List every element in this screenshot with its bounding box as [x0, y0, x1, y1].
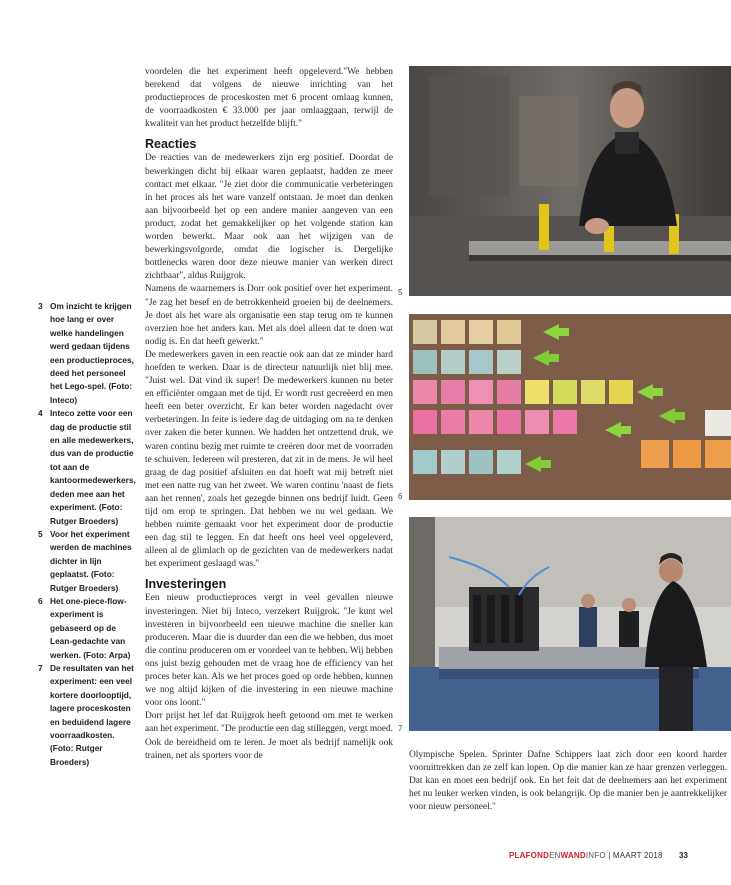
paragraph-investeringen-2: Dorr prijst het lef dat Ruijgrok heeft getoond om met te werken aan het experiment. "De productie een dag stilleggen, vergt moed. Ook de bereidheid om te leren. Je moet als bedrijf namelijk ook trainen, net als sporters voor de: [145, 711, 393, 761]
caption-number: 4: [38, 408, 43, 419]
footer-brand-en: EN: [549, 851, 561, 860]
photo-number-7: 7: [398, 724, 403, 733]
caption-text: Om inzicht te krijgen hoe lang er over welke handelingen werd gedaan tijdens een productieproces, deed het personeel het Lego-spel. (Foto: Inteco): [50, 301, 134, 405]
footer-brand-plafond: PLAFOND: [509, 851, 550, 860]
footer-issue: | MAART 2018: [605, 851, 663, 860]
photo-number-6: 6: [398, 492, 403, 501]
heading-reacties: Reacties: [145, 137, 197, 152]
caption-text: De resultaten van het experiment: een veel kortere doorlooptijd, lagere proceskosten en beduidend lagere voorraadkosten. (Foto: Rutger Broeders): [50, 662, 134, 767]
paragraph-reacties-3: De medewerkers gaven in een reactie ook aan dat ze minder hard hoefden te werken. Daar is de directeur natuurlijk niet blij mee. "Juist wel. Dat vind ik super! De medewerkers kunnen nu beter en efficiënter omgaan met de tijd. Er wordt rust gecreëerd en men heeft een beter overzicht. Er kan beter worden nagedacht over verbeteringen. In feite is iedere dag de uitdaging om na te denken over zaken die beter kunnen. We hadden het ontzettend druk, we waren continu bezig met ruimte te creëren door met de voorraden te schuiven. Iedereen wil presteren, dat zit in de mens. Je wil heel graag de dag positief afsluiten en dat hoeft wat mij betreft niet met een natte rug van het zweet. We waren continu 'naast de fiets aan het rennen', zoals het gezegde binnen ons bedrijf luidt. Geen tijd om erop te springen. Dat hebben we nu wel gedaan. We hebben ruimte gemaakt voor het experiment door de productie een dag stil te leggen. En dat heeft ons heel veel opgeleverd, alleen al de glimlach op de gezichten van de medewerkers nadat het experiment geslaagd was.": [145, 349, 393, 570]
paragraph-reacties-2: Namens de waarnemers is Dorr ook positief over het experiment. "Je zag het besef en de betrokkenheid groeien bij de deelnemers. Je doet als het ware als organisatie een stap terug om te kunnen overzien hoe het anders kan. Met als doel alleen dat te doen wat nodig is. En dat heeft gewerkt.": [145, 284, 393, 347]
caption-5: [38, 528, 134, 595]
paragraph-right-continuation: Olympische Spelen. Sprinter Dafne Schippers laat zich door een koord harder vooruittrekken dan ze zelf kan lopen. Op die manier kan ze haar grenzen verleggen. Dat kan en moet een bedrijf ook. En het feit dat de deelnemers aan het experiment het nu leuker werken vinden, is ook belangrijk. Op die manier ben je aantrekkelijker voor nieuw personeel.": [409, 750, 727, 813]
paragraph-reacties-1: De reacties van de medewerkers zijn erg positief. Doordat de bewerkingen dicht bij elkaar waren geplaatst, hadden ze meer contact met elkaar. "Je ziet door die communicatie verbeteringen in het proces als het ware vanzelf ontstaan. Je moet dan denken aan bijvoorbeeld het op een andere manier aangeven van een product, zodat het gemakkelijker op het volgende station kan worden bewerkt. Maar ook aan het wijzigen van de bewerkingsvolgorde, omdat die logischer is. Dergelijke bottlenecks waren door deze nieuwe manier van werken direct zichtbaar", aldus Ruijgrok.: [145, 153, 393, 282]
caption-6: [38, 595, 134, 662]
article-right-column: [409, 749, 727, 814]
caption-number: 3: [38, 301, 43, 311]
caption-number: 5: [38, 528, 43, 539]
magazine-footer: [509, 851, 663, 860]
page-number: 33: [679, 851, 688, 860]
paragraph-investeringen-1: Een nieuw productieproces vergt in veel gevallen nieuwe investeringen. Niet bij Inteco, verzekert Ruijgrok. "Je kunt wel investeren in bijvoorbeeld een nieuwe machine die sneller kan produceren. Maar die is duurder dan een die we hebben, dus moet die continu produceren om er voordeel van te hebben. Wij hebben ons juist bezig gehouden met de vraag hoe de efficiency van het proces beter kan. Als we het proces goed op orde hebben, kunnen we nog altijd kijken of die investering in een nieuwe machine voor ons loont.": [145, 593, 393, 709]
caption-number: 6: [38, 595, 43, 606]
caption-number: 7: [38, 662, 43, 673]
caption-column: [38, 300, 134, 769]
photo-worker-machine: [409, 66, 731, 296]
heading-investeringen: Investeringen: [145, 577, 227, 592]
caption-text: Inteco zette voor een dag de productie stil en alle medewerkers, dus van de productie tot aan de kantoormedewerkers, deden mee aan het experiment. (Foto: Rutger Broeders): [50, 408, 136, 526]
caption-text: Voor het experiment werden de machines dichter in lijn geplaatst. (Foto: Rutger Broeders): [50, 528, 132, 593]
photo-production-line: [409, 517, 731, 731]
caption-text: Het one-piece-flow-experiment is gebaseerd op de Lean-gedachte van werken. (Foto: Arpa): [50, 595, 131, 660]
photo-production-line-illustration: [409, 517, 731, 731]
footer-brand-wand: WAND: [560, 851, 586, 860]
photo-sticky-notes-illustration: [409, 314, 731, 500]
caption-4: [38, 407, 134, 528]
photo-number-5: 5: [398, 288, 403, 297]
article-main-column: [145, 66, 393, 763]
photo-sticky-notes-board: [409, 314, 731, 500]
paragraph-intro: voordelen die het experiment heeft opgeleverd."We hebben berekend dat volgens de nieuwe inrichting van het productieproces de proceskosten met 6 procent omlaag kunnen, de voorraadkosten € 33.000 per jaar omlaaggaan, terwijl de kwaliteit van het product hetzelfde blijft.": [145, 67, 393, 130]
caption-7: [38, 662, 134, 769]
photo-worker-machine-illustration: [409, 66, 731, 296]
footer-brand-info: INFO: [585, 851, 606, 860]
caption-3: [38, 300, 134, 407]
